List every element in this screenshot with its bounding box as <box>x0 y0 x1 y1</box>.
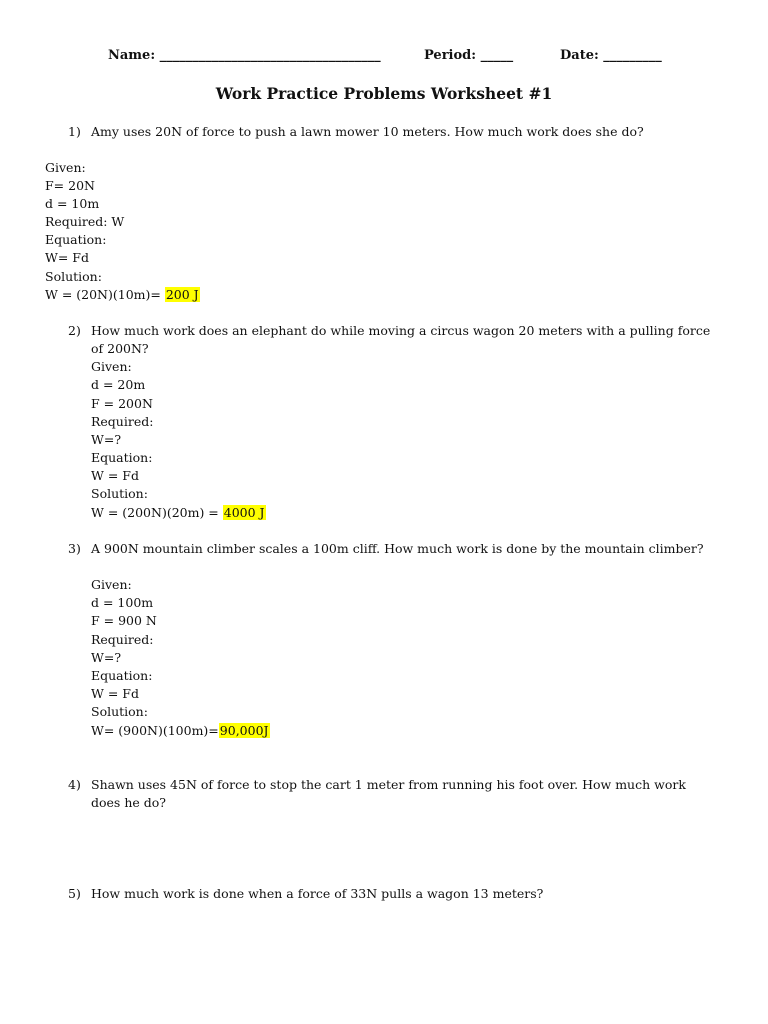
solution-text: W = (200N)(20m) = <box>91 505 223 520</box>
solution-text: W= (900N)(100m)= <box>91 723 219 738</box>
solution-line <box>91 722 270 740</box>
work-line: Required: <box>91 632 154 647</box>
work-line: Solution: <box>91 486 148 501</box>
work-line: Given: <box>45 160 86 175</box>
work-line: Solution: <box>91 704 148 719</box>
page-title: Work Practice Problems Worksheet #1 <box>215 84 553 103</box>
work-line: F= 20N <box>45 178 95 193</box>
work-line: W = Fd <box>91 686 139 701</box>
problem-question: of 200N? <box>91 341 149 356</box>
work-line: Equation: <box>91 450 153 465</box>
problem-number: 4) <box>68 777 81 792</box>
problem-question: How much work is done when a force of 33N pulls a wagon 13 meters? <box>91 886 544 901</box>
solution-line <box>45 286 200 304</box>
work-line: Given: <box>91 577 132 592</box>
work-line: F = 900 N <box>91 613 157 628</box>
work-line: Equation: <box>91 668 153 683</box>
problem-question: How much work does an elephant do while moving a circus wagon 20 meters with a pulling force <box>91 323 711 338</box>
work-line: W=? <box>91 650 122 665</box>
answer-highlight: 90,000J <box>219 723 269 738</box>
problem-number: 1) <box>68 124 81 139</box>
work-line: Solution: <box>45 269 102 284</box>
work-line: W= Fd <box>45 250 89 265</box>
work-line: Given: <box>91 359 132 374</box>
name-field: Name: __________________________________ <box>108 48 381 63</box>
period-field: Period: _____ <box>424 48 514 63</box>
work-line: d = 100m <box>91 595 154 610</box>
answer-highlight: 200 J <box>165 287 199 302</box>
work-line: d = 10m <box>45 196 100 211</box>
work-line: W = Fd <box>91 468 139 483</box>
problem-question: does he do? <box>91 795 166 810</box>
work-line: F = 200N <box>91 396 153 411</box>
answer-highlight: 4000 J <box>223 505 265 520</box>
solution-text: W = (20N)(10m)= <box>45 287 165 302</box>
work-line: d = 20m <box>91 377 146 392</box>
work-line: Required: <box>91 414 154 429</box>
problem-number: 3) <box>68 541 81 556</box>
problem-number: 5) <box>68 886 81 901</box>
problem-question: Shawn uses 45N of force to stop the cart 1 meter from running his foot over. How much work <box>91 777 686 792</box>
problem-question: Amy uses 20N of force to push a lawn mower 10 meters. How much work does she do? <box>91 124 644 139</box>
work-line: Required: W <box>45 214 125 229</box>
solution-line <box>91 504 266 522</box>
work-line: Equation: <box>45 232 107 247</box>
date-field: Date: _________ <box>560 48 662 63</box>
problem-number: 2) <box>68 323 81 338</box>
work-line: W=? <box>91 432 122 447</box>
problem-question: A 900N mountain climber scales a 100m cliff. How much work is done by the mountain climber? <box>91 541 704 556</box>
